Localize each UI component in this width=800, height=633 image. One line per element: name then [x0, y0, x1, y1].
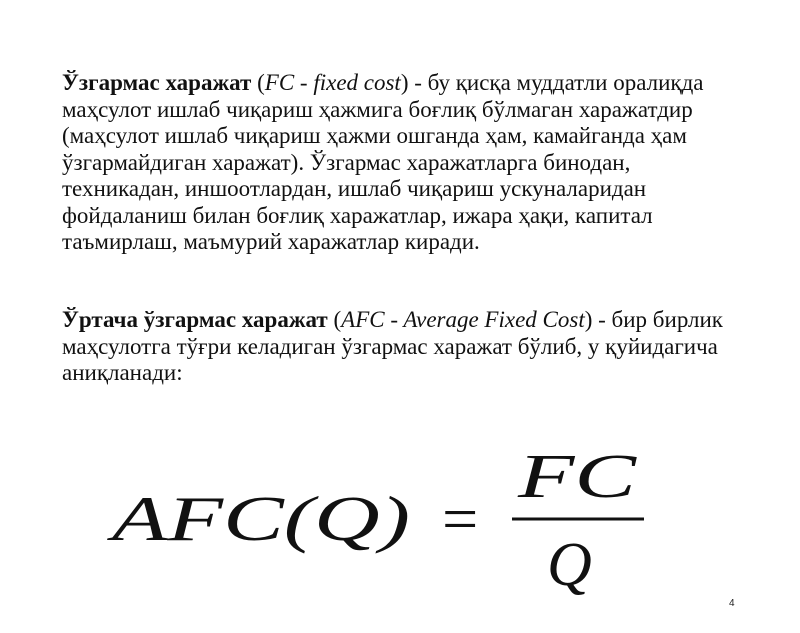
paren-close: )	[400, 70, 409, 95]
definition-fixed-cost: - бу қисқа муддатли оралиқда маҳсулот ишлаб чиқариш ҳажмига боғлиқ бўлмаган харажатдир (маҳсулот ишлаб чиқариш ҳажми ошганда ҳам, камайганда ҳам ўзгармайдиган харажат). Ўзгармас харажатларга бинодан, техникадан, иншоотлардан, ишлаб чиқариш ускуналаридан фойдаланиш билан боғлиқ харажатлар, ижара ҳақи, капитал таъмирлаш, маъмурий харажатлар киради.	[62, 70, 704, 254]
paren-open: (	[251, 70, 265, 95]
term-average-fixed-cost: Ўртача ўзгармас харажат	[62, 307, 328, 332]
formula-equals: =	[438, 483, 482, 554]
abbr-fixed-cost: FC - fixed cost	[264, 70, 401, 95]
paren-open: (	[327, 307, 342, 332]
formula-numerator: FC	[516, 443, 637, 511]
paren-close: )	[584, 307, 593, 332]
abbr-average-fixed-cost: AFC - Average Fixed Cost	[341, 307, 585, 332]
definition-average-fixed-cost: - бир бирлик маҳсулотга тўғри келадиган ўзгармас харажат бўлиб, у қуйидагича аниқланади:	[62, 307, 723, 385]
formula-denominator: Q	[547, 531, 592, 599]
formula-lhs: AFC(Q)	[106, 483, 411, 554]
term-fixed-cost: Ўзгармас харажат	[62, 70, 252, 95]
page-number: 4	[729, 598, 735, 609]
